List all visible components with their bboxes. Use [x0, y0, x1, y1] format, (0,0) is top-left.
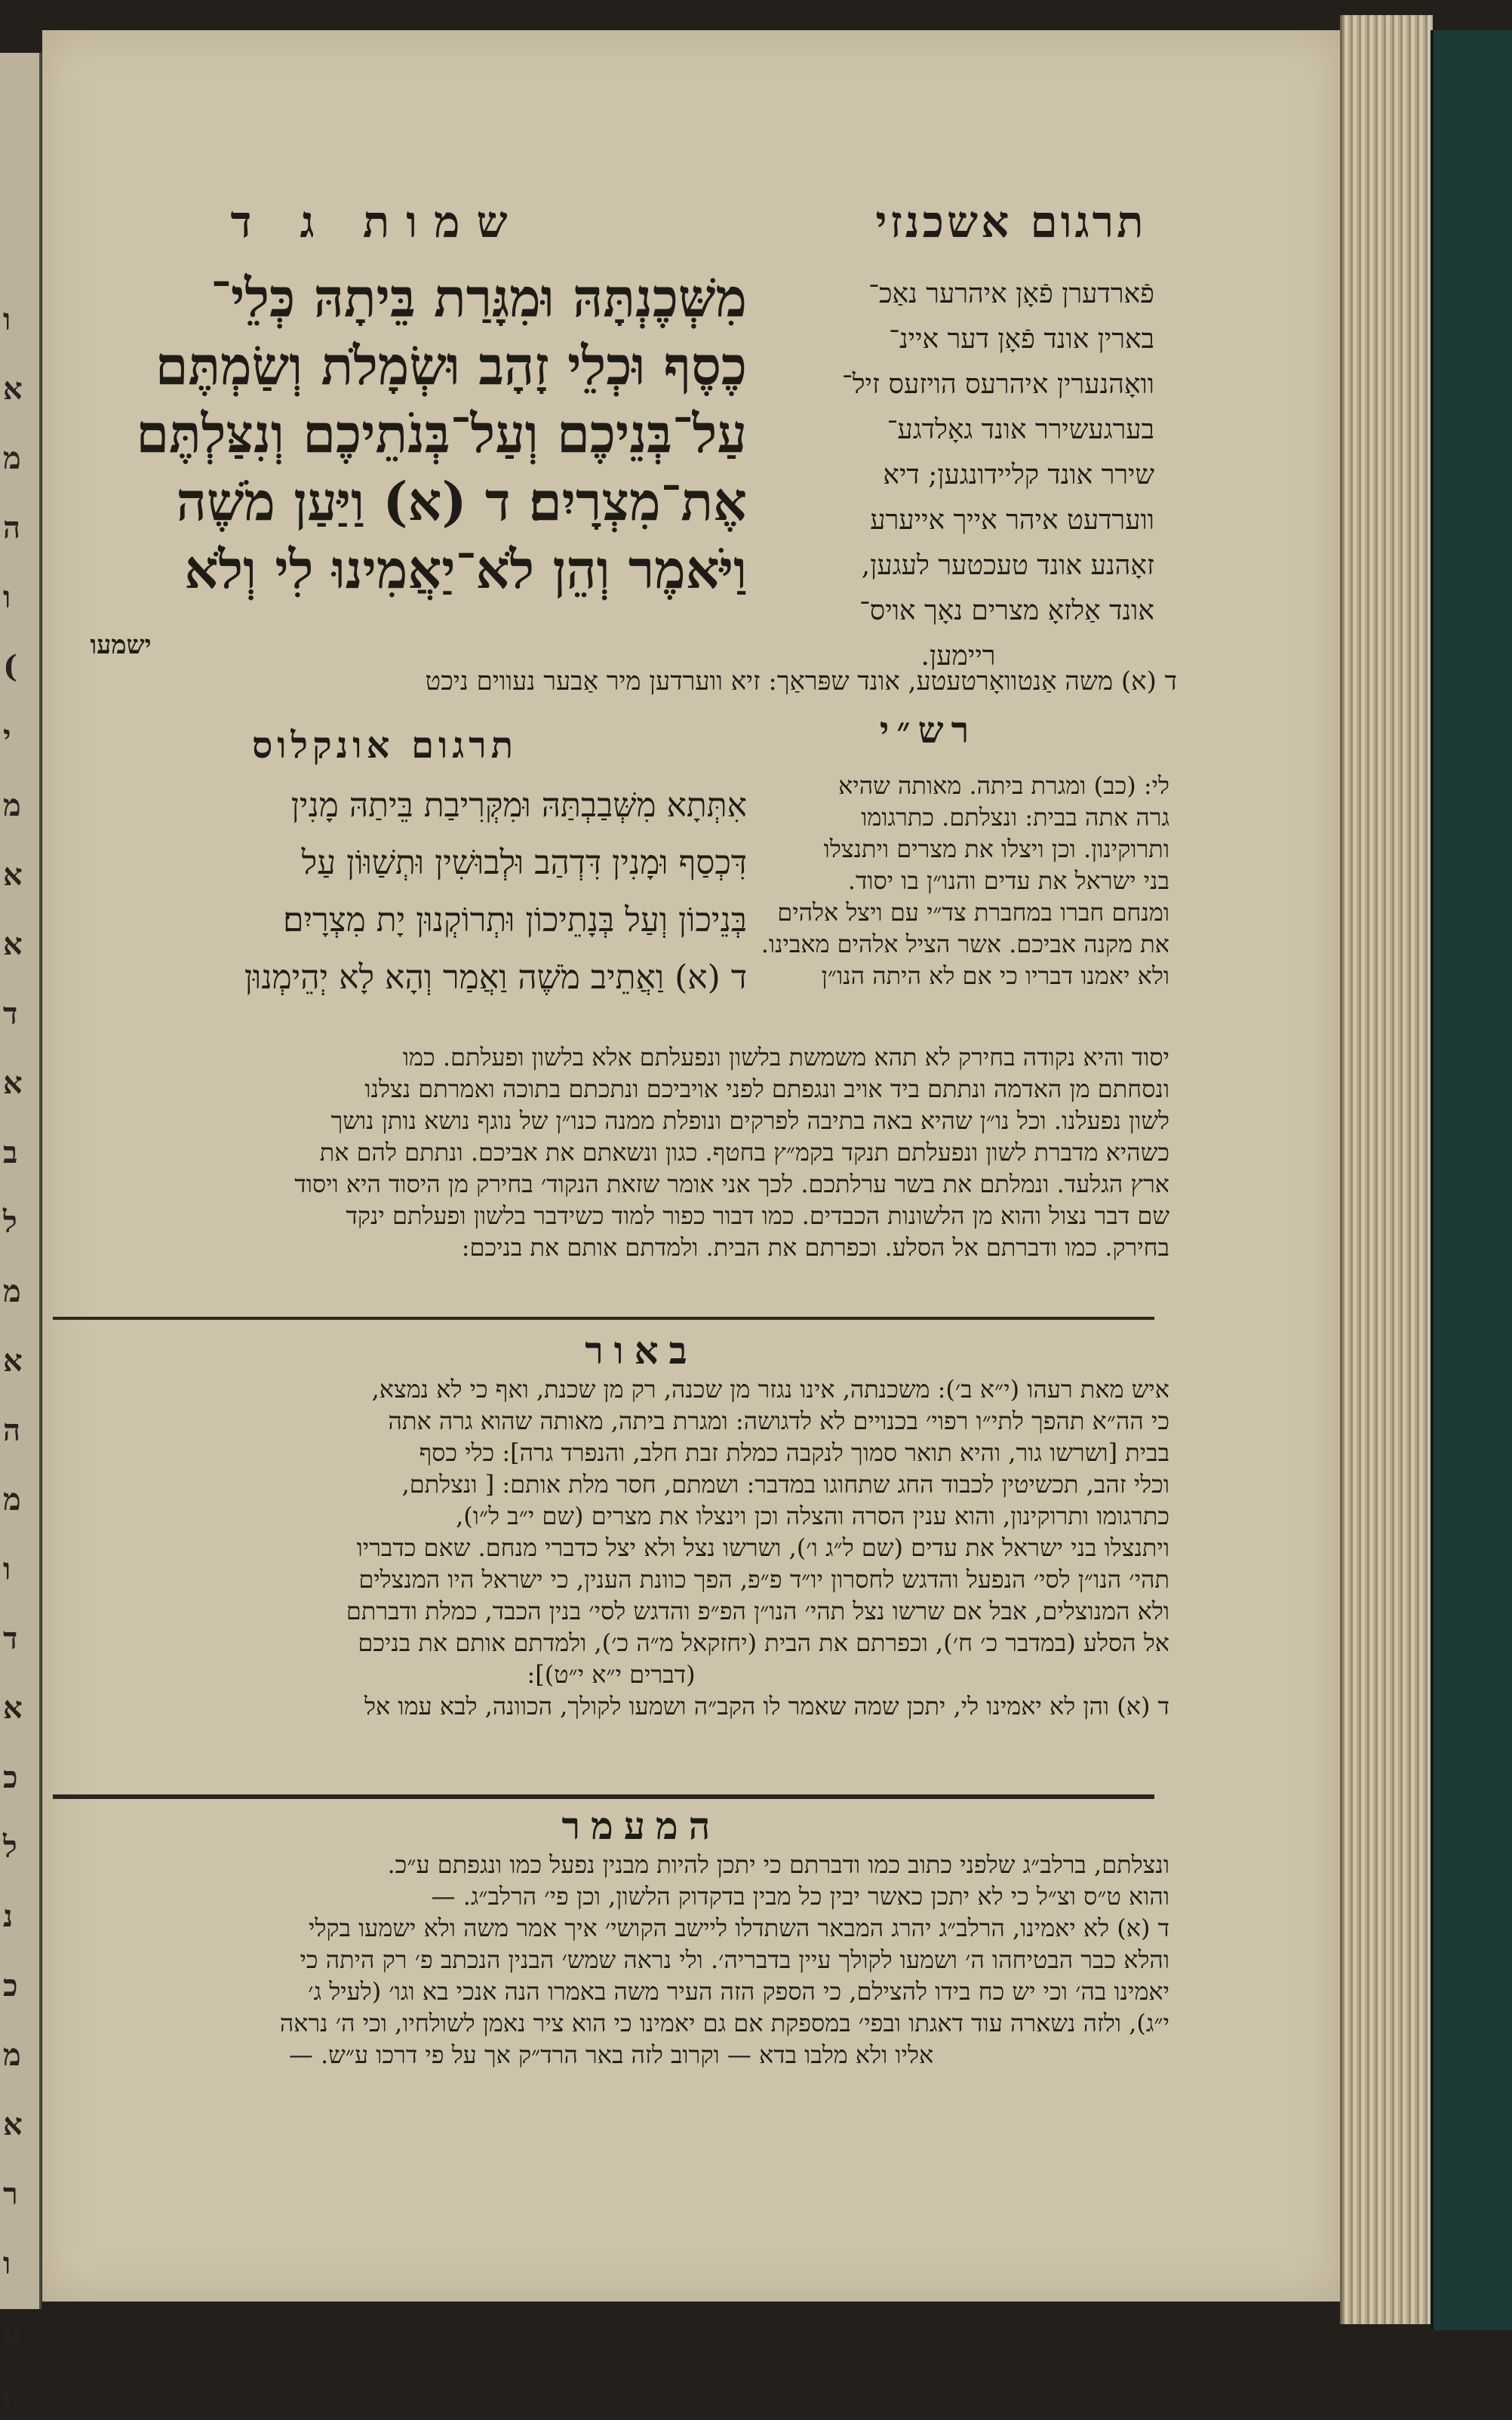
left-edge-glyph: א [3, 857, 23, 893]
beur-line: כי הה״א תהפך לתי״ו רפוי׳ בכנויים לא לדגושה: ומגרת ביתה, מאותה שהוא גרה אתה [388, 1407, 1169, 1435]
rashi-full-width [53, 1041, 1169, 1263]
beur-line: כתרגומו ותרוקינון, והוא ענין הסרה והצלה וכן וינצלו את מצרים (שם י״ב ל״ו), [456, 1502, 1169, 1530]
yiddish-line: בארין אונד פֿאָן דער איינ־ [889, 324, 1154, 355]
left-edge-glyph: ע [3, 2315, 20, 2351]
left-edge-glyph: מ [3, 1274, 21, 1309]
left-edge-glyph: ה [3, 1413, 21, 1448]
onkelos-column [53, 777, 747, 1007]
left-edge-glyph: ל [3, 1204, 17, 1240]
meamer-line: ונצלתם, ברלב״ג שלפני כתוב כמו ודברתם כי יתכן להיות מבנין נפעל כמו ונגפתם ע״כ. [387, 1850, 1169, 1879]
left-edge-glyph: ( [3, 649, 17, 684]
book-chapter-header: שמות ג ד [230, 196, 524, 248]
beur-line: (דברים י״א י״ט)]: [527, 1660, 696, 1689]
verse-line: וַיֹּאמֶר וְהֵן לֹא־יַאֲמִינוּ לִי וְלֹא [184, 538, 747, 601]
left-edge-glyph: א [3, 1343, 23, 1379]
divider-meamer-top [53, 1794, 1154, 1799]
left-edge-glyph: מ [3, 788, 21, 823]
left-edge-glyph: א [3, 1065, 23, 1101]
rashi-line: ולא יאמנו דבריו כי אם לא היתה הנו״ן [821, 961, 1169, 990]
meamer-line: ד (א) לא יאמינו, הרלב״ג יהרג המבאר השתדלו ליישב הקושי׳ איך אמר משה ולא ישמעו בקלי [309, 1914, 1169, 1942]
onkelos-line: דִּכְסַף וּמָנִין דִּדְהַב וּלְבוּשִׁין וּתְשַׁוּוֹן עַל [301, 844, 747, 882]
left-page-edge [0, 53, 41, 2420]
yiddish-line: ווערדעט איהר אייך אייערע [870, 505, 1154, 536]
rashi-line: לי: (כב) ומגרת ביתה. מאותה שהיא [838, 771, 1169, 800]
beur-line: ויתנצלו בני ישראל את עדים (שם ל״ג ו׳), ושרשו נצל ולא יצל כדברי מנחם. שאם כדבריו [356, 1533, 1169, 1562]
left-edge-glyph: א [3, 2107, 23, 2142]
yiddish-line: זאָהנע אונד טעכטער לעגען, [861, 550, 1154, 581]
rashi-column [762, 770, 1169, 992]
rashi-line: גרה אתה בבית: ונצלתם. כתרגומו [861, 803, 1169, 832]
meamer-line: יאמינו בה׳ וכי יש כח בידו להצילם, כי הספק הזה העיר משה באמרו הנה אנכי בא וגו׳ (לעיל ג׳ [308, 1977, 1169, 2006]
beur-line: בבית [ושרשו גור, והיא תואר סמוך לנקבה כמלת זבת חלב, והנפרד גרה]: כלי כסף [419, 1438, 1169, 1467]
meamer-line: י״ג), ולזה נשארה עוד דאגתו ובפי׳ במספקת אם גם יאמינו כי הוא ציר נאמן לשולחיו, וכי ה׳ נראה [279, 2009, 1169, 2037]
left-edge-glyph: ר [3, 2176, 18, 2212]
meamer-header: המעמר [561, 1803, 721, 1848]
onkelos-header: תרגום אונקלוס [251, 724, 518, 767]
beur-line: תהי׳ הנו״ן לסי׳ הנפעל והדגש לחסרון יו״ד פ״פ, הפך כוונת הענין, כי ישראל היו המנצלים [358, 1565, 1169, 1594]
rashi-line: בני ישראל את עדים והנו״ן בו יסוד. [847, 866, 1169, 895]
left-edge-glyph: נ [3, 1899, 14, 1934]
divider-beur-top [53, 1317, 1154, 1320]
beur-header: באור [585, 1328, 698, 1373]
left-edge-glyph: א [3, 1690, 23, 1726]
page-stack-edge [1340, 15, 1433, 2324]
rashi-line: לשון נפעלנו. וכל נו״ן שהיא באה בתיבה לפרקים ונופלת ממנה כנו״ן של נוגף נושא נותן נושך [330, 1106, 1169, 1135]
rashi-line: ומנחם חברו במחברת צד״י עם ויצל אלהים [777, 898, 1169, 927]
yiddish-line: שירר אונד קליידונגען; דיא [883, 460, 1154, 490]
left-edge-glyph: מ [3, 441, 21, 476]
left-edge-glyph: ו [3, 1551, 11, 1587]
yiddish-line: בערגעשירר אונד גאָלדגע־ [887, 414, 1154, 445]
yiddish-line: פֿארדערן פֿאָן איהרער נאַכ־ [868, 278, 1154, 309]
left-edge-glyph: מ [3, 2037, 21, 2073]
left-edge-glyph: כ [3, 1760, 18, 1795]
left-edge-glyph: ד [3, 1621, 18, 1656]
left-edge-glyph: ל [3, 1829, 17, 1865]
rashi-line: ותרוקינון. וכן ויצלו את מצרים ויתנצלו [823, 835, 1169, 863]
yiddish-continuation-line: ד (א) משה אַנטוואָרטעטע, אונד שפּראַך: זיא ווערדען מיר אַבער נעווים ניכט [425, 666, 1177, 696]
beur-line: אל הסלע (במדבר כ׳ ח׳), וכפרתם את הבית (יחזקאל מ״ה כ׳), ולמדתם אותם את בניכם [358, 1628, 1169, 1657]
rashi-line: ארץ הגלעד. ונמלתם את בשר ערלתכם. לכך אני אומר שזאת הנקוד׳ בחירק מן היסוד היא ויסוד [294, 1170, 1169, 1198]
verse-line: מִשְּׁכֶנְתָּהּ וּמִגָּרַת בֵּיתָהּ כְּלֵי־ [211, 266, 747, 329]
yiddish-translation-column [762, 272, 1154, 679]
left-edge-glyph: ד [3, 996, 18, 1032]
left-edge-glyph: מ [3, 1482, 21, 1517]
beur-line: וכלי זהב, תכשיטין לכבוד החג שתחוגו במדבר: ושמתם, חסר מלת אותם: [ ונצלתם, [401, 1470, 1169, 1499]
rashi-line: שם דבר נצול והוא מן הלשונות הכבדים. כמו דבור כפור למוד כשידבר בלשון ופעלתם ינקד [346, 1201, 1169, 1230]
meamer-commentary [53, 1849, 1169, 2071]
rashi-line: יסוד והיא נקודה בחירק לא תהא משמשת בלשון ונפעלתם אלא בלשון ופעלתם. כמו [402, 1043, 1169, 1072]
onkelos-line: בְּנֵיכוֹן וְעַל בְּנָתֵיכוֹן וּתְרוֹקְנוּן יָת מִצְרָיִם׃ [283, 901, 747, 939]
left-edge-glyph: ה [3, 510, 21, 546]
rashi-line: ונסחתם מן האדמה ונתתם ביד אויב ונגפתם לפני אויביכם ונתכתם בתוכה ואמרתם נצלנו [364, 1075, 1169, 1103]
beur-line: איש מאת רעהו (י״א ב׳): משכנתה, אינו נגזר מן שכנה, רק מן שכנת, ואף כי לא נמצא, [371, 1375, 1169, 1404]
rashi-line: בחירק. כמו ודברתם אל הסלע. וכפרתם את הבית. ולמדתם אותם את בניכם: [461, 1233, 1169, 1262]
yiddish-line: ריימען. [920, 641, 996, 672]
yiddish-line: וואָהנערין איהרעס הויזעס זיל־ [841, 369, 1154, 400]
book-cover-edge [1431, 30, 1512, 2330]
verse-line: אֶת־מִצְרָיִם׃ ד (א) וַיַּעַן מֹשֶׁה [176, 470, 747, 533]
verse-line: עַל־בְּנֵיכֶם וְעַל־בְּנֹתֵיכֶם וְנִצַּלְתֶּם [136, 402, 747, 465]
rashi-line: את מקנה אביכם. אשר הציל אלהים מאבינו. [761, 930, 1169, 958]
verse-catchword: ישמעו [90, 630, 152, 660]
onkelos-line: אִתְּתָא מִשְּׁבַבְתַּהּ וּמִקְּרִיבַת בֵּיתַהּ מָנִין [290, 786, 747, 825]
left-edge-glyph: כ [3, 1968, 18, 2003]
onkelos-line: ד (א) וַאֲתֵיב מֹשֶׁה וַאֲמַר וְהָא לָא יְהֵימְנוּן [244, 958, 747, 997]
left-edge-glyph: י [3, 718, 11, 754]
left-edge-glyph: ב [3, 1135, 18, 1170]
left-edge-glyph: ו [3, 302, 11, 337]
left-edge-glyph: ו [3, 580, 11, 615]
targum-ashkenazi-header: תרגום אשכנזי [875, 196, 1147, 248]
left-edge-glyph: ו [3, 2246, 11, 2281]
left-edge-glyph: א [3, 371, 23, 407]
beur-commentary [53, 1373, 1169, 1722]
left-edge-glyph: א [3, 927, 23, 962]
left-edge-glyph: ו [3, 2385, 11, 2420]
yiddish-line: אונד אַלזאָ מצרים נאָך אויס־ [859, 595, 1154, 626]
meamer-line: והלא כבר הבטיחהו ה׳ ושמעו לקולך עיין בדבריה׳. ולי נראה שמש׳ הבנין הנכתב פ׳ רק היתה כי [300, 1945, 1169, 1974]
rashi-line: כשהיא מדברת לשון ונפעלתם תנקד בקמ״ץ בחטף. כגון ונשאתם את אביכם. ונתתם להם את [319, 1138, 1169, 1167]
beur-line: ד (א) והן לא יאמינו לי, יתכן שמה שאמר לו הקב״ה ושמעו לקולך, הכוונה, לבא עמו אל [364, 1692, 1169, 1720]
meamer-line: והוא ט״ס וצ״ל כי לא יתכן כאשר יבין כל מבין בדקדוק הלשון, וכן פי׳ הרלב״ג. — [431, 1882, 1169, 1911]
verse-line: כֶסֶף וּכְלֵי זָהָב וּשְׂמָלֹת וְשַׂמְתֶּם [155, 334, 747, 397]
meamer-line: אליו ולא מלבו בדא — וקרוב לזה באר הרד״ק אך על פי דרכו ע״ש. — [288, 2040, 934, 2069]
torah-verse-block [68, 264, 747, 604]
beur-line: ולא המנוצלים, אבל אם שרשו נצל תהי׳ הנו״ן הפ״פ והדגש לסי׳ בנין הכבד, כמלת ודברתם [346, 1597, 1169, 1625]
rashi-header: רש״י [879, 709, 977, 752]
